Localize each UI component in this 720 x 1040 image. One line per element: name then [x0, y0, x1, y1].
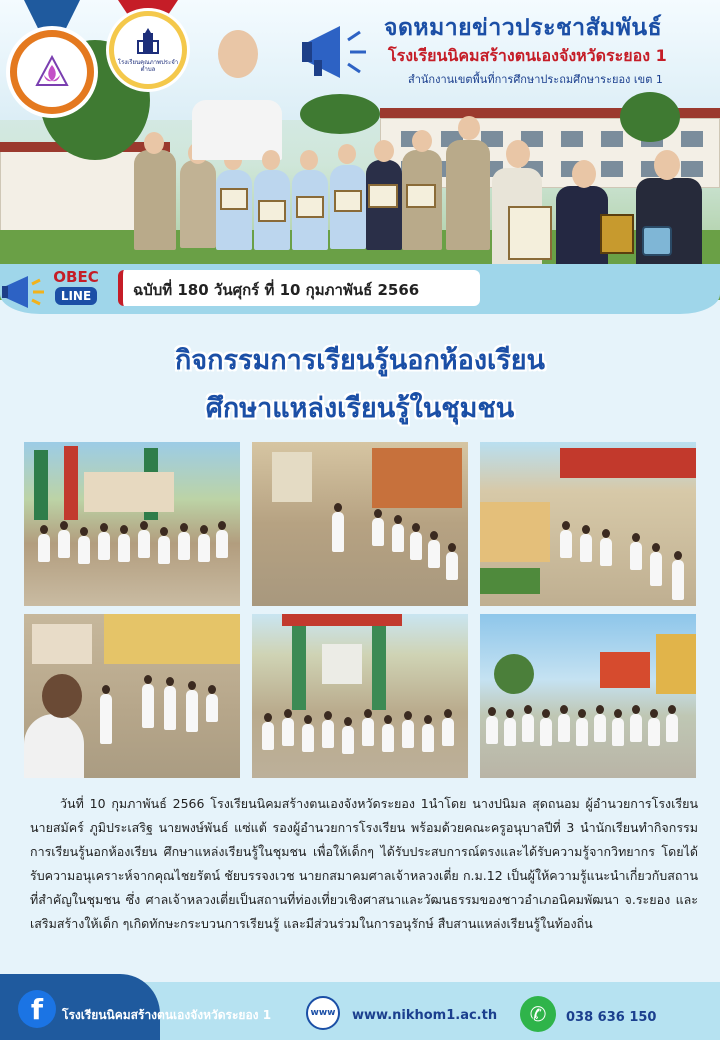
- person-head: [262, 150, 280, 170]
- line-label: LINE: [55, 287, 97, 305]
- person-head: [654, 150, 680, 180]
- student: [216, 170, 252, 250]
- header-banner: [0, 0, 720, 300]
- globe-icon: www: [306, 996, 340, 1030]
- facebook-icon[interactable]: f: [18, 990, 56, 1028]
- award-plaque: [600, 214, 634, 254]
- person-head: [144, 132, 164, 154]
- certificate: [220, 188, 248, 210]
- photo-1: [24, 442, 240, 606]
- issue-label: ฉบับที่ 180 วันศุกร์ ที่ 10 กุมภาพันธ์ 2566: [118, 270, 480, 306]
- certificate: [258, 200, 286, 222]
- certificate: [406, 184, 436, 208]
- photo-2: [252, 442, 468, 606]
- director-head: [218, 30, 258, 78]
- person: [446, 140, 490, 250]
- headline-line-2: ศึกษาแหล่งเรียนรู้ในชุมชน: [205, 393, 515, 424]
- certificate: [334, 190, 362, 212]
- medal-caption: โรงเรียนคุณภาพประจำตำบล: [117, 59, 179, 73]
- photo-5: [252, 614, 468, 778]
- school-name: โรงเรียนนิคมสร้างตนเองจังหวัดระยอง 1: [388, 46, 667, 65]
- website-link[interactable]: www.nikhom1.ac.th: [352, 1008, 498, 1023]
- person: [180, 160, 216, 248]
- person-head: [506, 140, 530, 168]
- tree: [300, 94, 380, 134]
- photo-6: [480, 614, 696, 778]
- article-paragraph: วันที่ 10 กุมภาพันธ์ 2566 โรงเรียนนิคมสร้างตนเองจังหวัดระยอง 1นำโดย นางปนิมล สุดถนอม ผู้อำนวยการโรงเรียน นายสมัคร์ ภูมิประเสริฐ นายพงษ์พันธ์ แซ่แต้ รองผู้อำนวยการโรงเรียน พร้อมด้วยคณะครูอนุบาลปีที่ 3 นำนักเรียนทำกิจกรรมการเรียนรู้นอกห้องเรียน ศึกษาแหล่งเรียนรู้ในชุมชน เพื่อให้เด็กๆ ได้รับประสบการณ์ตรงและได้รับความรู้จากวิทยากร โดยได้รับความอนุเคราะห์จากคุณไชยรัตน์ ชัยบรรจงเวช นายกสมาคมศาลเจ้าหลวงเตี่ย ก.ม.12 เป็นผู้ให้ความรู้แนะนำเกี่ยวกับสถานที่สำคัญในชุมชน ซึ่ง ศาลเจ้าหลวงเตี่ยเป็นสถานที่ท่องเที่ยวเชิงศาสนาและวัฒนธรรมของชาวอำเภอนิคมพัฒนา จ.ระยอง และเสริมสร้างให้เด็ก ๆเกิดทักษะกระบวนการเรียนรู้ และมีส่วนร่วมในการอนุรักษ์ สืบสานแหล่งเรียนรู้ในท้องถิ่น: [30, 796, 698, 931]
- facebook-page-link[interactable]: โรงเรียนนิคมสร้างตนเองจังหวัดระยอง 1: [62, 1008, 272, 1022]
- megaphone-icon: [300, 20, 370, 84]
- school-emblem-icon: [133, 27, 163, 57]
- phone-icon: ✆: [520, 996, 556, 1032]
- person-head: [572, 160, 596, 188]
- person-head: [300, 150, 318, 170]
- obec-line-badge: [48, 268, 104, 308]
- obec-label: OBEC: [53, 268, 99, 286]
- certificate: [296, 196, 324, 218]
- person-head: [458, 116, 480, 140]
- person: [134, 150, 176, 250]
- tree: [620, 92, 680, 142]
- lotus-logo-icon: [35, 55, 69, 89]
- photo-4: [24, 614, 240, 778]
- person-head: [374, 140, 394, 162]
- certificate: [368, 184, 398, 208]
- headline-line-1: กิจกรรมการเรียนรู้นอกห้องเรียน: [174, 345, 546, 376]
- person-head: [412, 130, 432, 152]
- phone-number[interactable]: 038 636 150: [566, 1010, 657, 1025]
- megaphone-small-icon: [2, 272, 46, 312]
- education-office: สำนักงานเขตพื้นที่การศึกษาประถมศึกษาระยอง เขต 1: [408, 73, 663, 86]
- certificate: [508, 206, 552, 260]
- person-head: [338, 144, 356, 164]
- school-logo-medal: [6, 26, 98, 118]
- photo-3: [480, 442, 696, 606]
- newsletter-title: จดหมายข่าวประชาสัมพันธ์: [384, 15, 663, 41]
- crystal-award: [642, 226, 672, 256]
- quality-school-medal: [106, 8, 190, 92]
